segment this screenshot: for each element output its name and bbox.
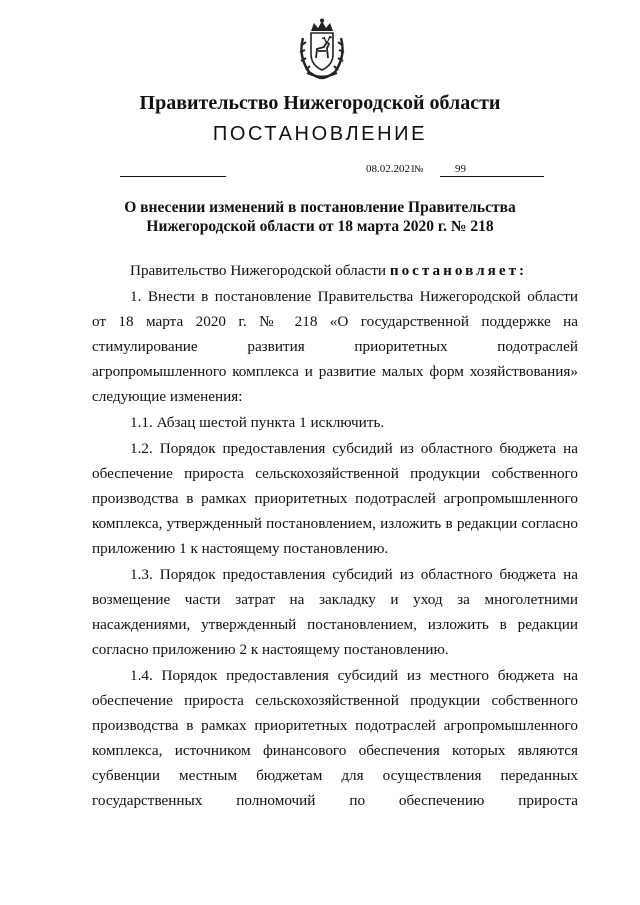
document-type: ПОСТАНОВЛЕНИЕ <box>212 123 428 145</box>
document-body <box>92 258 578 813</box>
government-name: Правительство Нижегородской области <box>139 92 501 114</box>
signature-line-left <box>120 176 226 177</box>
paragraph-1-1: 1.1. Абзац шестой пункта 1 исключить. <box>130 414 385 431</box>
number-label: № <box>414 164 424 175</box>
document-number: 99 <box>455 163 466 175</box>
preamble-emphasis: постановляет: <box>389 262 528 279</box>
paragraph-1: 1. Внести в постановление Правительства Нижегородской области от 18 марта 2020 г. № 218 «О государственной поддержке на стимулирование развития приоритетных подотраслей агропромышленного комплекса и развитие малых форм хозяйствования» следующие изменения: <box>92 288 578 405</box>
paragraph-1-4: 1.4. Порядок предоставления субсидий из местного бюджета на обеспечение прироста сельскохозяйственной продукции собственного производства в рамках приоритетных подотраслей агропромышленного комплекса, источником финансового обеспечения которых являются субвенции местным бюджетам для осуществления переданных государственных полномочий по обеспечению прироста <box>92 667 578 809</box>
title-line-2: Нижегородской области от 18 марта 2020 г. № 218 <box>146 218 494 235</box>
paragraph-1-3: 1.3. Порядок предоставления субсидий из областного бюджета на возмещение части затрат на закладку и уход за многолетними насаждениями, утвержденный постановлением, изложить в редакции согласно приложению 2 к настоящему постановлению. <box>92 566 578 658</box>
document-date: 08.02.2021 <box>366 163 416 175</box>
preamble-text: Правительство Нижегородской области <box>130 262 387 279</box>
document-title <box>0 198 640 236</box>
preamble <box>92 258 578 283</box>
paragraph-1-2: 1.2. Порядок предоставления субсидий из областного бюджета на обеспечение прироста сельскохозяйственной продукции собственного производства в рамках приоритетных подотраслей агропромышленного комплекса, утвержденный постановлением, изложить в редакции согласно приложению 1 к настоящему постановлению. <box>92 440 578 557</box>
title-line-1: О внесении изменений в постановление Правительства <box>124 199 516 216</box>
number-underline <box>440 176 544 177</box>
coat-of-arms-icon <box>297 18 347 80</box>
